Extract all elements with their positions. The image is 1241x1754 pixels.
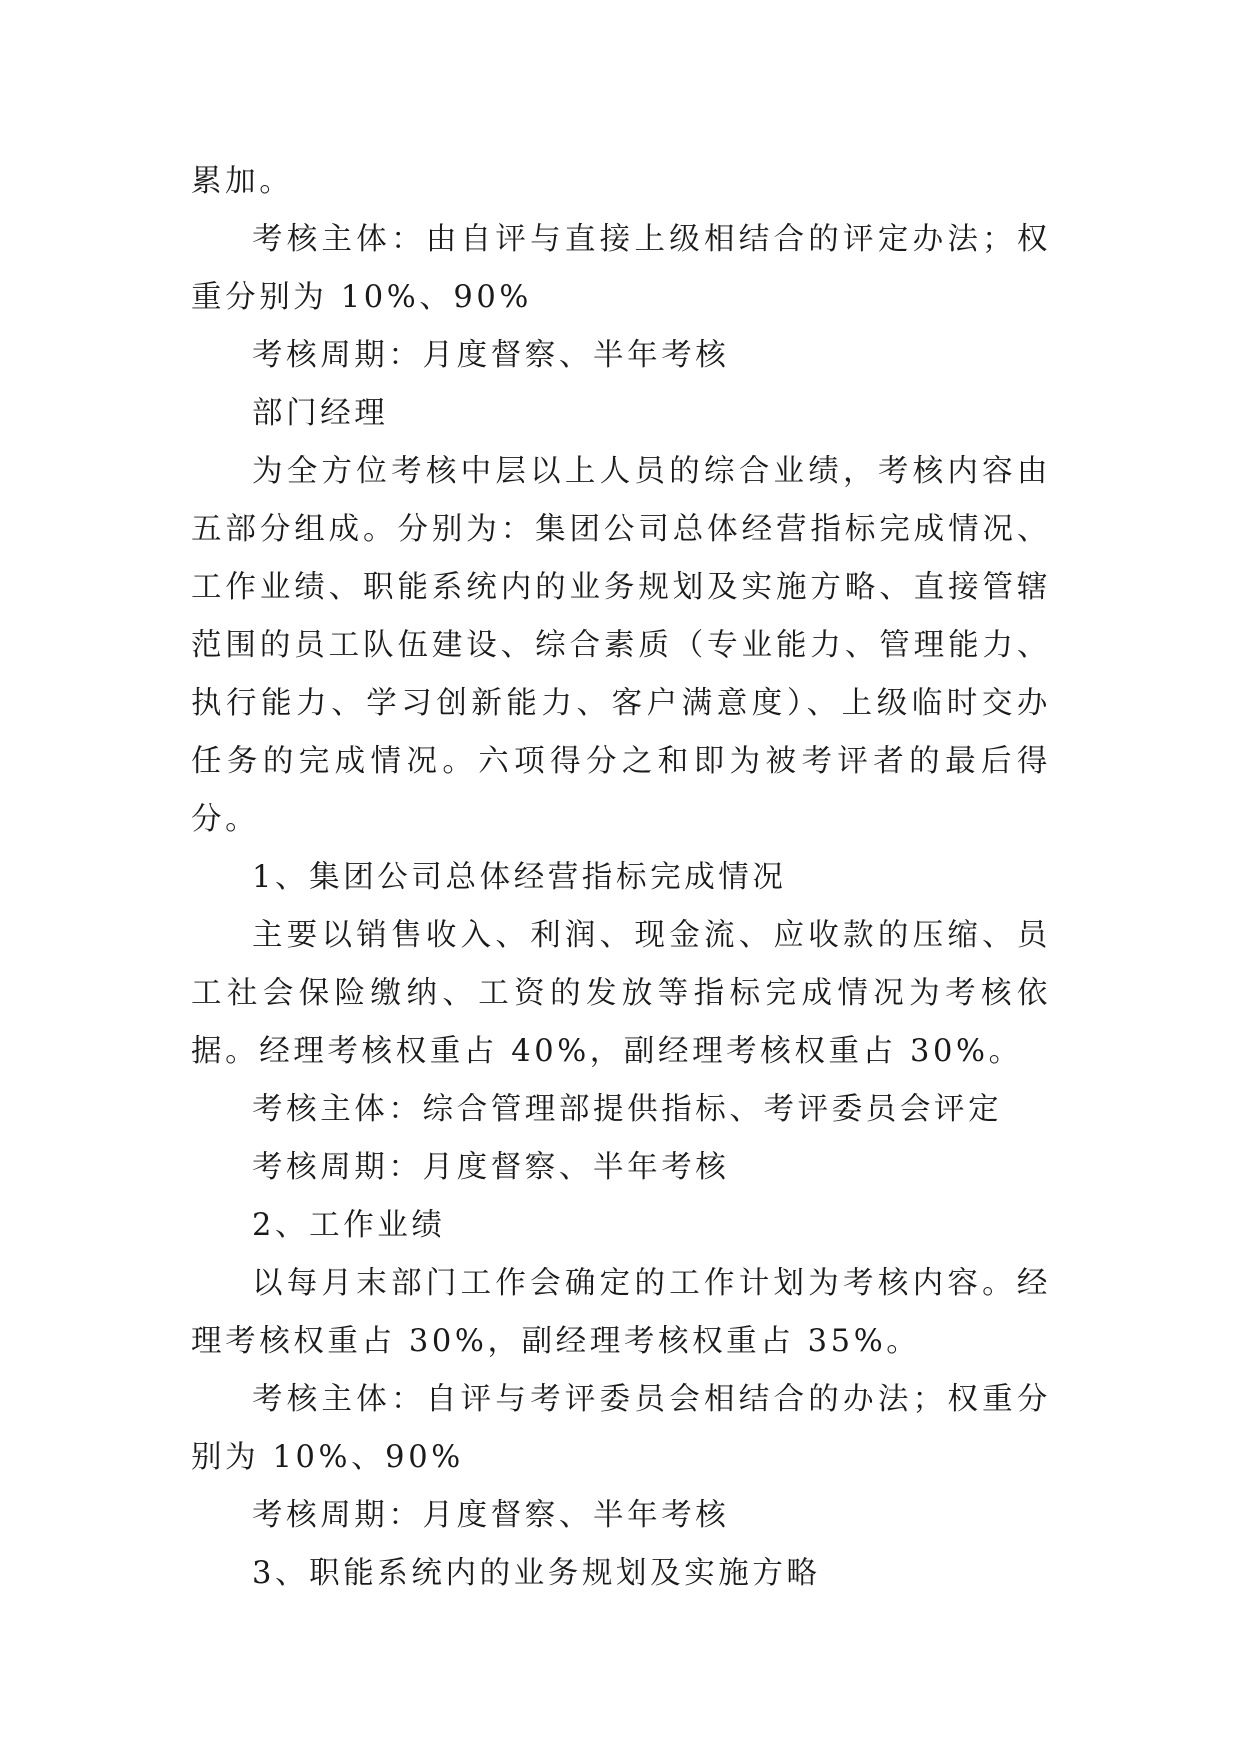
paragraph-continuation: 累加。 (191, 164, 294, 199)
paragraph-section-1-period: 考核周期：月度督察、半年考核 (252, 1150, 730, 1185)
paragraph-section-1-body: 主要以销售收入、利润、现金流、应收款的压缩、员工社会保险缴纳、工资的发放等指标完成情况为考核依据。经理考核权重占 40%，副经理考核权重占 30%。 (191, 918, 1051, 1069)
paragraph-overview: 为全方位考核中层以上人员的综合业绩，考核内容由五部分组成。分别为：集团公司总体经营指标完成情况、工作业绩、职能系统内的业务规划及实施方略、直接管辖范围的员工队伍建设、综合素质（专业能力、管理能力、执行能力、学习创新能力、客户满意度）、上级临时交办任务的完成情况。六项得分之和即为被考评者的最后得分。 (191, 454, 1051, 837)
section-heading-2: 2、工作业绩 (252, 1208, 446, 1243)
paragraph-section-2-period: 考核周期：月度督察、半年考核 (252, 1498, 730, 1533)
paragraph-section-2-body: 以每月末部门工作会确定的工作计划为考核内容。经理考核权重占 30%，副经理考核权重占 35%。 (191, 1266, 1051, 1359)
section-heading-1: 1、集团公司总体经营指标完成情况 (252, 860, 787, 895)
paragraph-assessment-period: 考核周期：月度督察、半年考核 (252, 338, 730, 373)
paragraph-section-1-subject: 考核主体：综合管理部提供指标、考评委员会评定 (252, 1092, 1003, 1127)
paragraph-section-2-subject: 考核主体：自评与考评委员会相结合的办法；权重分别为 10%、90% (191, 1382, 1051, 1475)
section-heading-3: 3、职能系统内的业务规划及实施方略 (252, 1556, 821, 1591)
paragraph-assessment-subject: 考核主体：由自评与直接上级相结合的评定办法；权重分别为 10%、90% (191, 222, 1051, 315)
document-body (191, 153, 1051, 1603)
section-heading-department-manager: 部门经理 (252, 396, 389, 431)
